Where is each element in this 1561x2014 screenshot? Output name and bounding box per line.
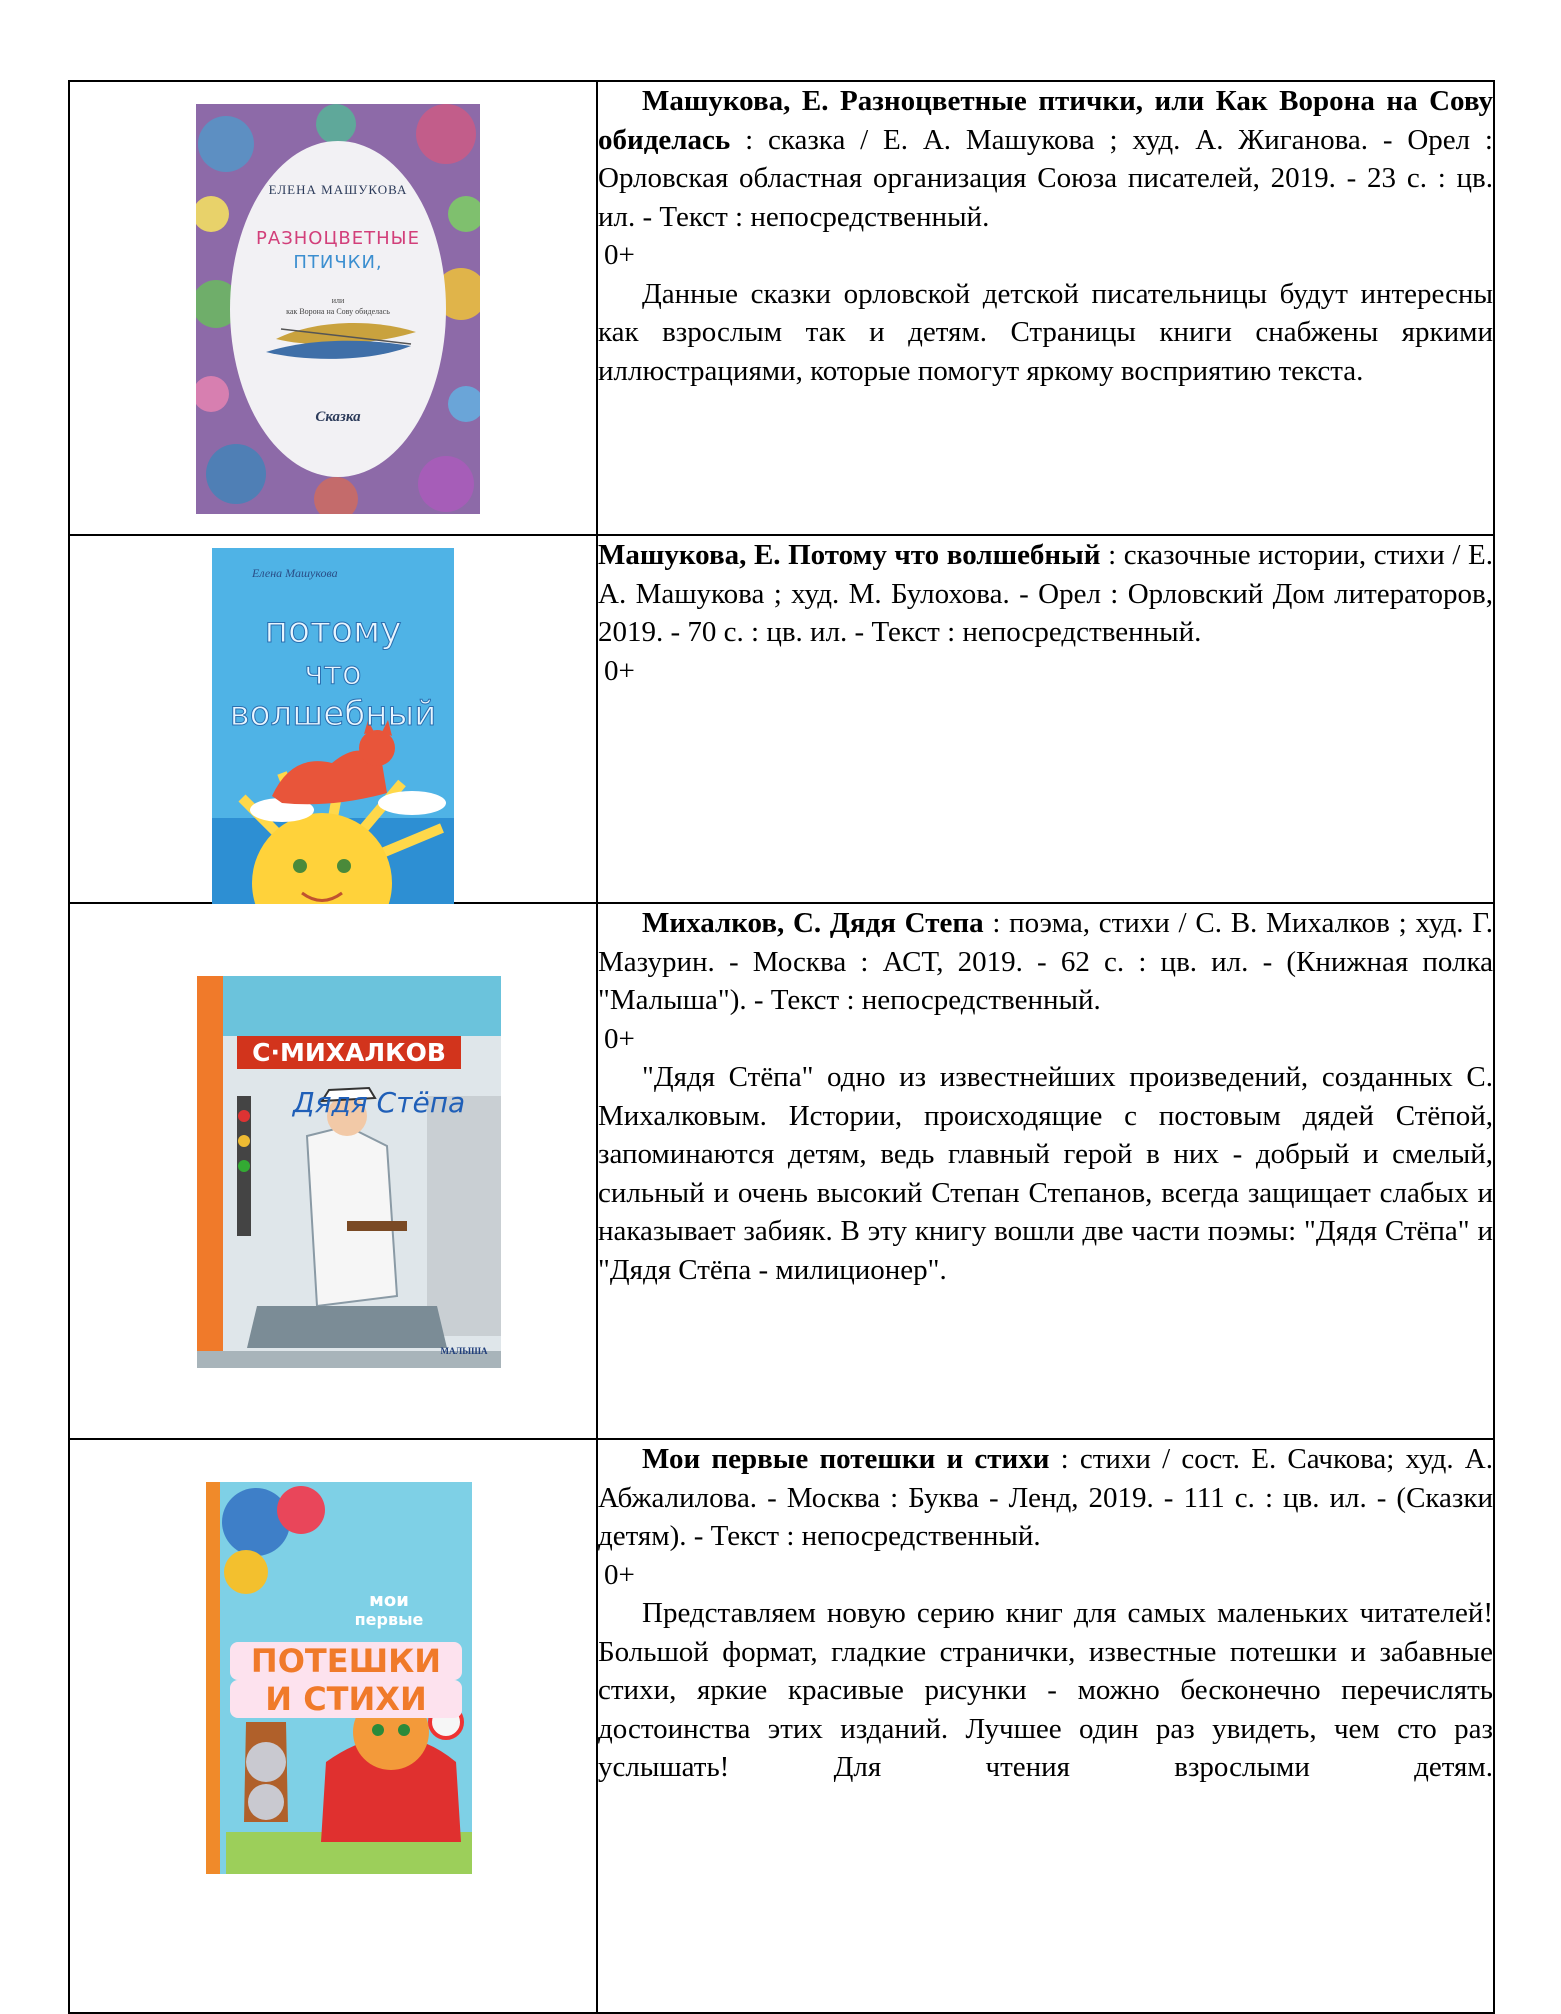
book-title: Михалков, С. Дядя Степа: [642, 907, 984, 939]
book-cover-cell: [69, 81, 597, 535]
cover-author: ЕЛЕНА МАШУКОВА: [268, 182, 408, 197]
book-title: Мои первые потешки и стихи: [642, 1443, 1050, 1475]
cover-title-line1: мои: [369, 1590, 409, 1611]
age-rating: 0+: [604, 1558, 635, 1591]
cover-title-line2: что: [304, 654, 362, 692]
book-title: Машукова, Е. Разноцветные птички, или Как Ворона на Сову обиделась: [598, 85, 1493, 156]
book-details: : сказка / Е. А. Машукова ; худ. А. Жиганова. - Орел : Орловская областная организация Союза писателей, 2019. - 23 с. : цв. ил. - Текст : непосредственный.: [598, 123, 1493, 233]
cover-genre: Сказка: [315, 409, 361, 425]
cover-series: МАЛЫША: [440, 1346, 488, 1356]
book-annotation: "Дядя Стёпа" одно из известнейших произведений, созданных С. Михалковым. Истории, происходящие с постовым дядей Стёпой, запоминаются детям, ведь главный герой в них - добрый и смелый, сильный и очень высокий Степан Степанов, всегда защищает слабых и наказывает забияк. В эту книгу вошли две части поэмы: "Дядя Стёпа" и "Дядя Стёпа - милиционер".: [598, 1061, 1493, 1286]
cover-title: Дядя Стёпа: [292, 1086, 466, 1119]
book-details: : сказочные истории, стихи / Е. А. Машукова ; худ. М. Булохова. - Орел : Орловский Дом литераторов, 2019. - 70 с. : цв. ил. - Текст : непосредственный.: [598, 539, 1493, 648]
book-catalog-table: [68, 80, 1495, 2014]
cover-subtitle-line1: или: [331, 296, 345, 305]
cover-author: Елена Машукова: [252, 566, 338, 580]
book-annotation: Данные сказки орловской детской писательницы будут интересны как взрослым так и детям. Страницы книги снабжены яркими иллюстрациями, которые помогут яркому восприятию текста.: [598, 277, 1493, 387]
book-row: [69, 1439, 1494, 2013]
book-row: [69, 535, 1494, 903]
cover-title-line4: И СТИХИ: [230, 1680, 462, 1718]
book-cover-image: [212, 548, 454, 904]
book-cover-image: [197, 976, 501, 1368]
book-row: [69, 81, 1494, 535]
book-citation: [598, 1440, 1493, 1556]
book-cover-image: [196, 104, 480, 514]
book-description-cell: [597, 1439, 1494, 2013]
book-cover-image: [206, 1482, 472, 1874]
cover-subtitle-line2: как Ворона на Сову обиделась: [286, 307, 390, 316]
book-description-cell: [597, 903, 1494, 1439]
age-rating: 0+: [604, 1022, 635, 1055]
cover-author: С·МИХАЛКОВ: [237, 1036, 461, 1069]
book-details: : стихи / сост. Е. Сачкова; худ. А. Абжалилова. - Москва : Буква - Ленд, 2019. - 111 с. : цв. ил. - (Сказки детям). - Текст : непосредственный.: [598, 1443, 1493, 1552]
book-citation: [598, 82, 1493, 236]
book-citation: [598, 904, 1493, 1020]
book-cover-cell: [69, 903, 597, 1439]
book-description-cell: [597, 81, 1494, 535]
cover-title-line2: ПТИЧКИ,: [293, 252, 383, 273]
book-description-cell: [597, 535, 1494, 903]
book-details: : поэма, стихи / С. В. Михалков ; худ. Г. Мазурин. - Москва : АСТ, 2019. - 62 с. : цв. ил. - (Книжная полка "Малыша"). - Текст : непосредственный.: [598, 907, 1493, 1016]
cover-title-line2: первые: [354, 1610, 424, 1629]
book-title: Машукова, Е. Потому что волшебный: [598, 539, 1101, 571]
book-citation: [598, 536, 1493, 652]
book-row: [69, 903, 1494, 1439]
cover-title-line1: РАЗНОЦВЕТНЫЕ: [256, 228, 420, 249]
cover-title-line3: волшебный: [229, 694, 437, 734]
age-rating: 0+: [604, 654, 635, 687]
book-annotation: Представляем новую серию книг для самых маленьких читателей! Большой формат, гладкие странички, известные потешки и забавные стихи, яркие красивые рисунки - можно бесконечно перечислять достоинства этих изданий. Лучшее один раз увидеть, чем сто раз услышать! Для чтения взрослыми детям.: [598, 1597, 1493, 1783]
age-rating: 0+: [604, 239, 635, 271]
book-cover-cell: [69, 1439, 597, 2013]
cover-title-line3: ПОТЕШКИ: [230, 1642, 462, 1680]
cover-title-line1: потому: [264, 610, 402, 651]
book-cover-cell: [69, 535, 597, 903]
